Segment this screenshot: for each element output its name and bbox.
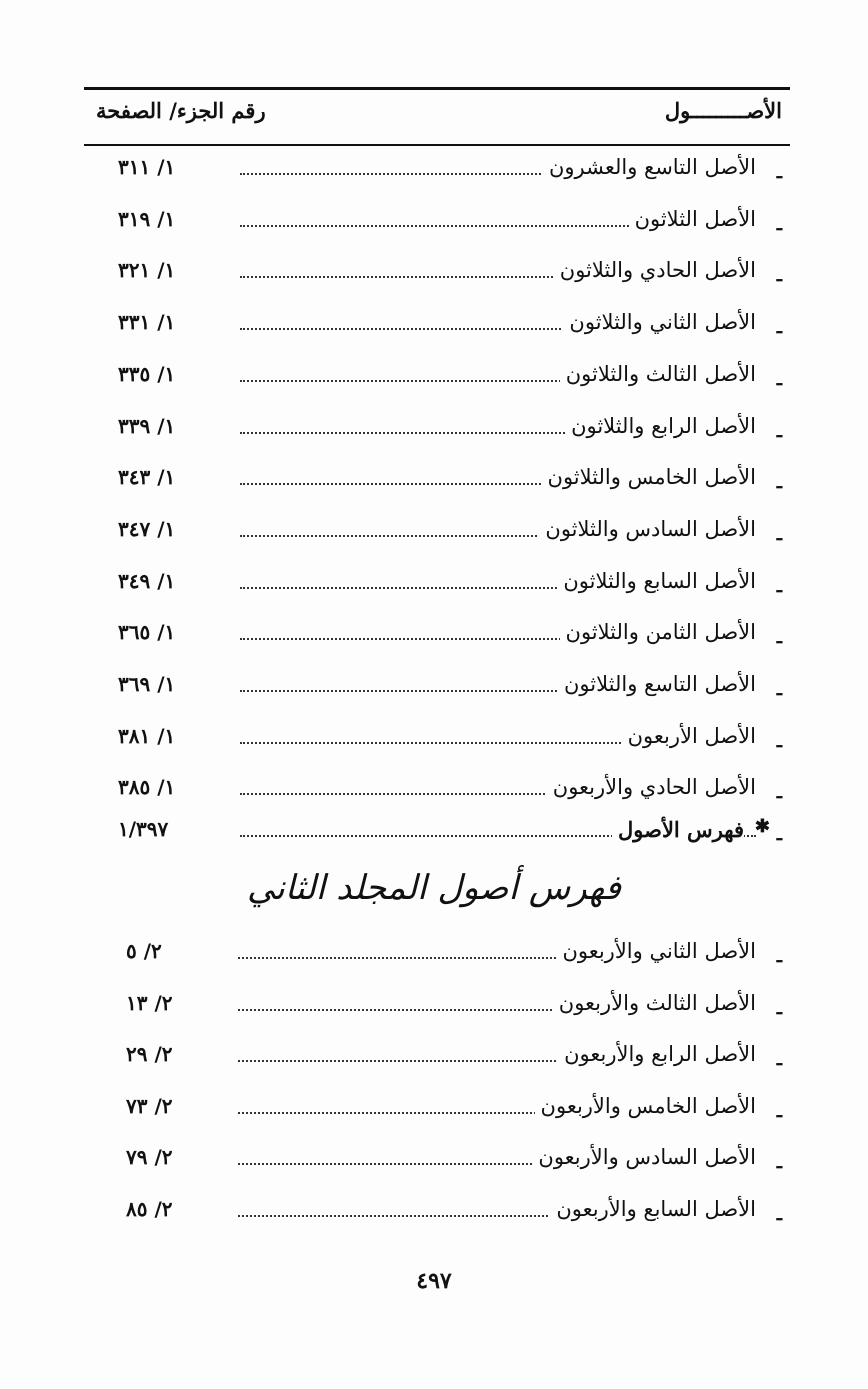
- row-bullet: ـ: [776, 368, 782, 390]
- row-ref: ١/٣٩٧: [118, 817, 169, 841]
- toc-row: [96, 308, 782, 344]
- row-bullet: ـ: [776, 1204, 782, 1225]
- row-bullet: ـ: [776, 730, 782, 752]
- row-bullet: ـ: [776, 265, 782, 287]
- row-ref: ١/ ٣٦٩: [118, 672, 176, 696]
- toc-row: [96, 360, 782, 396]
- row-bullet: ـ: [776, 824, 782, 845]
- row-bullet: ـ: [776, 472, 782, 494]
- row-ref: ١/ ٣٤٩: [118, 568, 176, 593]
- row-title: الأصل التاسع والثلاثون: [558, 672, 756, 696]
- row-bullet: ـ: [776, 317, 782, 339]
- header-rule: [84, 144, 790, 146]
- toc-row: [96, 515, 782, 551]
- row-bullet: ـ: [776, 997, 782, 1019]
- row-bullet: ـ: [776, 523, 782, 545]
- row-title: الأصل التاسع والعشرون: [543, 155, 756, 179]
- row-ref: ١/ ٣٤٣: [118, 465, 176, 490]
- row-ref: ٢/ ٢٩: [126, 1042, 173, 1067]
- row-bullet: ـ: [776, 1049, 782, 1071]
- toc-row: [96, 618, 782, 654]
- toc-row-index: [96, 815, 782, 851]
- row-ref: ٢/ ٧٩: [126, 1145, 173, 1170]
- row-title: الأصل الخامس والثلاثون: [542, 465, 756, 489]
- toc-row: [96, 989, 782, 1025]
- row-title: الأصل الحادي والثلاثون: [554, 258, 756, 282]
- toc-row: [96, 722, 782, 758]
- row-bullet: ـ: [776, 627, 782, 649]
- row-bullet: ـ: [776, 782, 782, 804]
- row-ref: ١/ ٣١٩: [118, 206, 176, 231]
- row-title: الأصل السادس والأربعون: [532, 1145, 756, 1169]
- row-bullet: ـ: [776, 162, 782, 183]
- row-title: الأصل الأربعون: [622, 724, 756, 748]
- row-bullet: ـ: [776, 575, 782, 597]
- column-header-volume-page: رقم الجزء/ الصفحة: [96, 98, 266, 123]
- toc-row: [96, 256, 782, 292]
- toc-row: [96, 670, 782, 706]
- row-ref: ١/ ٣٨١: [118, 723, 176, 748]
- toc-row: [96, 1195, 782, 1231]
- toc-row: [96, 463, 782, 499]
- row-title: الأصل الثالث والأربعون: [553, 991, 756, 1015]
- row-ref: ١/ ٣٣١: [118, 310, 176, 335]
- row-ref: ٢/ ٨٥: [126, 1197, 173, 1221]
- row-ref: ١/ ٣٢١: [118, 258, 176, 283]
- row-title: الأصل الرابع والثلاثون: [565, 414, 756, 438]
- row-bullet: ـ: [776, 1100, 782, 1122]
- row-title: فهرس الأصول: [612, 817, 744, 842]
- row-ref: ١/ ٣١١: [118, 155, 176, 179]
- toc-row: [96, 1040, 782, 1076]
- toc-row: [96, 773, 782, 809]
- row-bullet: ـ: [776, 213, 782, 235]
- row-title: الأصل الحادي والأربعون: [547, 775, 756, 799]
- row-ref: ٢/ ٧٣: [126, 1093, 173, 1118]
- row-ref: ١/ ٣٣٥: [118, 361, 176, 386]
- row-bullet: ـ: [776, 420, 782, 442]
- row-ref: ١/ ٣٤٧: [118, 516, 176, 541]
- toc-row: [96, 153, 782, 189]
- row-title: الأصل الرابع والأربعون: [558, 1042, 756, 1066]
- toc-row: [96, 1092, 782, 1128]
- row-title: الأصل الثلاثون: [629, 207, 756, 231]
- toc-row: [96, 1143, 782, 1179]
- row-bullet: ـ: [776, 1152, 782, 1174]
- row-title: الأصل الثامن والثلاثون: [560, 620, 756, 644]
- section-title-vol2: فهرس أصول المجلد الثاني: [247, 868, 621, 908]
- row-ref: ٢/ ٥: [126, 939, 162, 963]
- column-header-sections: الأصـــــــــول: [664, 98, 782, 123]
- row-ref: ٢/ ١٣: [126, 990, 173, 1015]
- star-icon: ✱: [754, 816, 770, 837]
- toc-row: [96, 567, 782, 603]
- row-ref: ١/ ٣٨٥: [118, 775, 176, 800]
- row-title: الأصل الثاني والأربعون: [556, 939, 756, 963]
- row-ref: ١/ ٣٣٩: [118, 413, 176, 438]
- row-ref: ١/ ٣٦٥: [118, 620, 176, 645]
- toc-row: [96, 412, 782, 448]
- row-bullet: ـ: [776, 946, 782, 967]
- row-bullet: ـ: [776, 679, 782, 700]
- toc-row: [96, 937, 782, 973]
- row-title: الأصل الخامس والأربعون: [535, 1094, 756, 1118]
- row-title: الأصل السابع والأربعون: [550, 1197, 756, 1221]
- row-title: الأصل الثاني والثلاثون: [563, 310, 756, 334]
- row-title: الأصل السادس والثلاثون: [539, 517, 756, 541]
- row-title: الأصل السابع والثلاثون: [557, 569, 756, 593]
- top-rule: [84, 87, 790, 90]
- toc-row: [96, 205, 782, 241]
- page-number: ٤٩٧: [416, 1268, 452, 1294]
- row-title: الأصل الثالث والثلاثون: [560, 362, 756, 386]
